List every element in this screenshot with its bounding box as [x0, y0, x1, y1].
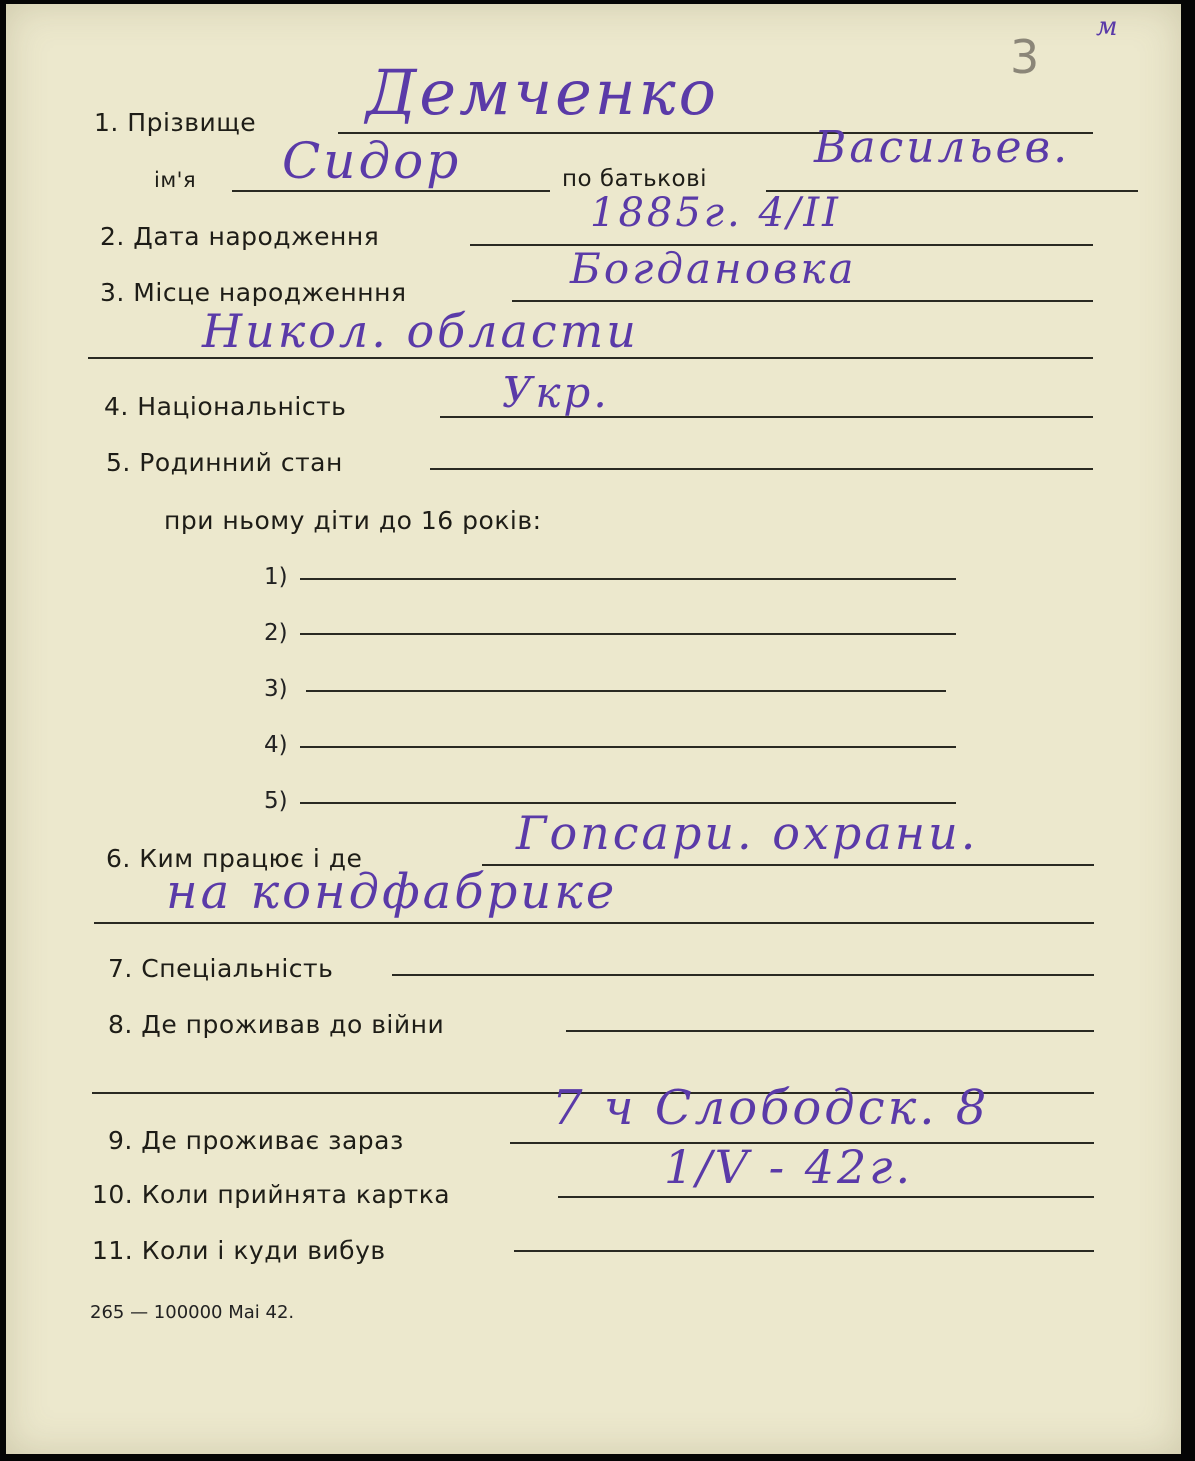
- child-line: [300, 802, 956, 804]
- speciality-line: [392, 974, 1094, 976]
- birth-place-handwritten-1: Богдановка: [570, 244, 857, 293]
- nationality-handwritten: Укр.: [502, 368, 610, 417]
- current-residence-label: 9. Де проживає зараз: [108, 1126, 404, 1155]
- marital-status-line: [430, 468, 1093, 470]
- work-handwritten-2: на кондфабрике: [166, 864, 618, 920]
- first-name-label: ім'я: [154, 168, 197, 192]
- first-name-handwritten: Сидор: [282, 132, 462, 190]
- speciality-label: 7. Спеціальність: [108, 954, 334, 983]
- child-line: [300, 578, 956, 580]
- child-line: [300, 746, 956, 748]
- departure-label: 11. Коли і куди вибув: [92, 1236, 386, 1265]
- card-accepted-handwritten: 1/V - 42г.: [664, 1140, 914, 1194]
- nationality-label: 4. Національність: [104, 392, 347, 421]
- birth-place-label: 3. Місце народженння: [100, 278, 407, 307]
- first-name-line: [232, 190, 550, 192]
- birth-place-line: [512, 300, 1093, 302]
- prewar-residence-line: [566, 1030, 1094, 1032]
- child-number: 3): [264, 676, 288, 702]
- patronymic-handwritten: Васильев.: [814, 122, 1071, 173]
- departure-line: [514, 1250, 1094, 1252]
- work-line-2: [94, 922, 1094, 924]
- child-number: 2): [264, 620, 288, 646]
- print-info: 265 — 100000 Mai 42.: [90, 1302, 295, 1323]
- registration-card: [6, 4, 1181, 1454]
- child-number: 5): [264, 788, 288, 814]
- patronymic-label: по батькові: [562, 166, 708, 192]
- child-line: [300, 633, 956, 635]
- pencil-number: 3: [1010, 30, 1040, 84]
- children-label: при ньому діти до 16 років:: [164, 506, 542, 535]
- card-accepted-line: [558, 1196, 1094, 1198]
- child-line: [306, 690, 946, 692]
- birth-place-handwritten-2: Никол. области: [202, 304, 639, 358]
- surname-label: 1. Прізвище: [94, 108, 257, 137]
- surname-handwritten: Демченко: [366, 56, 719, 129]
- corner-mark: м: [1096, 12, 1118, 42]
- work-handwritten-1: Гопсари. охрани.: [516, 806, 979, 860]
- birth-date-label: 2. Дата народження: [100, 222, 380, 251]
- child-number: 4): [264, 732, 288, 758]
- birth-date-handwritten: 1885г. 4/II: [590, 190, 841, 236]
- current-residence-handwritten: 7 ч Слободск. 8: [552, 1080, 990, 1136]
- card-accepted-label: 10. Коли прийнята картка: [92, 1180, 451, 1209]
- marital-status-label: 5. Родинний стан: [106, 448, 343, 477]
- child-number: 1): [264, 564, 288, 590]
- work-label: 6. Ким працює і де: [106, 844, 363, 873]
- prewar-residence-label: 8. Де проживав до війни: [108, 1010, 445, 1039]
